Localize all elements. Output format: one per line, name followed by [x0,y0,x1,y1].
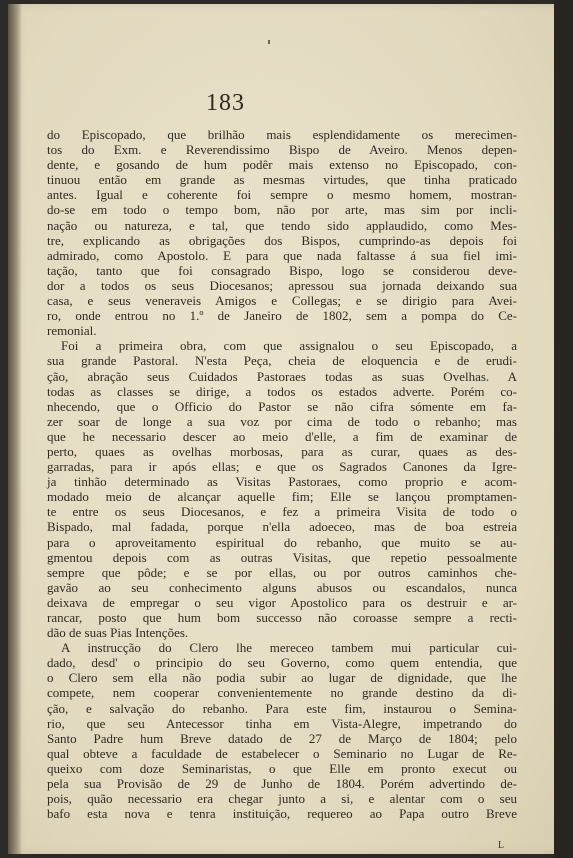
text-line: garradas, para ir após ellas; e que os Sagrados Canones da Igre- [47,459,517,475]
text-line: tre, explicando as obrigações dos Bispos, cumprindo-as depois foi [47,232,517,248]
text-line: compete, nem cooperar convenientemente no grande destino da di- [47,685,517,701]
text-line: nhecendo, que o Officio do Pastor se não cifra sómente em fa- [47,398,517,414]
text-line: modado meio de alcançar aquelle fim; Elle se lançou promptamen- [47,489,517,505]
text-line: zer soar de longe a sua voz por cima de todo o rebanho; mas [47,413,517,429]
text-line: A instrucção do Clero lhe mereceo tambem mui particular cui- [61,640,517,656]
text-line: tos do Exm. e Reverendissimo Bispo de Aveiro. Menos depen- [47,142,517,158]
text-line: tação, tanto que foi consagrado Bispo, logo se considerou deve- [47,262,517,278]
text-line: rio, que seu Antecessor tinha em Vista-Alegre, impetrando do [47,715,517,731]
text-line: Santo Padre hum Breve datado de 27 de Março de 1804; pelo [47,730,517,746]
text-line: do Episcopado, que brilhão mais esplendidamente os merecimen- [47,127,517,142]
text-line: casa, e seus veneraveis Amigos e Collegas; e se dirigio para Avei- [47,293,517,309]
text-line: dente, e gosando de hum podêr mais extenso no Episcopado, con- [47,157,517,173]
text-line: admirado, como Apostolo. E para que nada faltasse á sua fiel imi- [47,247,517,263]
body-text [47,127,517,821]
text-line: sempre que pôde; e se por ellas, ou por outros caminhos che- [47,564,517,580]
text-line: deixava de empregar o seu vigor Apostolico para os destruir e ar- [47,594,517,610]
text-line: remonial. [47,323,97,339]
text-line: todas as classes se dirige, a todos os estados adverte. Porém co- [47,383,517,399]
text-line: gmentou depois com as outras Visitas, que repetio pessoalmente [47,549,517,565]
text-line: o Clero sem ella não podia subir ao lugar de dignidade, que lhe [47,670,517,686]
text-line: rancar, posto que hum bom successo não coroasse sempre a recti- [47,610,517,625]
text-line: Bispado, mal fadada, porque n'ella adoeceo, mas de boa estreia [47,519,517,535]
text-line: bafo esta nova e tenra instituição, requereo ao Papa outro Breve [47,806,517,822]
text-line: ro, onde entrou no 1.º de Janeiro de 1802, sem a pompa do Ce- [47,308,517,324]
text-line: Foi a primeira obra, com que assignalou o seu Episcopado, a [61,338,517,354]
text-line: para o aproveitamento espiritual do rebanho, que muito se au- [47,534,517,550]
text-line: do-se em todo o tempo bom, não por arte, mas sim por incli- [47,202,517,218]
page-edge-shadow [554,0,573,858]
text-line: qual obteve a faculdade de estabelecer o Seminario no Lugar de Re- [47,745,517,761]
text-line: gavão ao seu conhecimento alguns abusos ou escandalos, nunca [47,579,517,595]
page-speck [268,40,270,44]
text-line: sua grande Pastoral. N'esta Peça, cheia de eloquencia e de erudi- [47,353,517,369]
text-line: dão de suas Pias Intenções. [47,625,189,641]
text-line: pois, quão necessario era chegar junto a si, e alentar com o seu [47,791,517,807]
text-line: nação ou natureza, e tal, que tendo sido applaudido, como Mes- [47,217,517,233]
signature-mark: L [498,840,505,851]
text-line: tinuou então em grande as mesmas virtudes, que tinha praticado [47,172,517,188]
text-line: antes. Igual e coherente foi sempre o mesmo homem, mostran- [47,187,517,203]
page-number: 183 [206,90,245,116]
text-line: te entre os seus Diocesanos, e fez a primeira Visita de todo o [47,504,517,520]
text-line: dor a todos os seus Diocesanos; apressou sua jornada deixando sua [47,277,517,293]
text-line: perto, quaes as ovelhas morbosas, para as curar, quaes as des- [47,443,517,459]
text-line: ção, e salvação do rebanho. Para este fim, instaurou o Semina- [47,700,517,716]
page-gutter-shadow [8,4,22,854]
text-line: dado, desd' o principio do seu Governo, como quem entendia, que [47,655,517,671]
text-line: ção, abração seus Cuidados Pastoraes todas as suas Ovelhas. A [47,368,517,384]
text-line: queixo com doze Seminaristas, o que Elle em pronto execut ou [47,760,517,776]
text-line: ja tinhão determinado as Visitas Pastoraes, como proprio e acom- [47,474,517,490]
text-line: que he necessario descer ao meio d'elle, a fim de examinar de [47,428,517,444]
text-line: pela sua Provisão de 29 de Junho de 1804. Porém advertindo de- [47,776,517,792]
